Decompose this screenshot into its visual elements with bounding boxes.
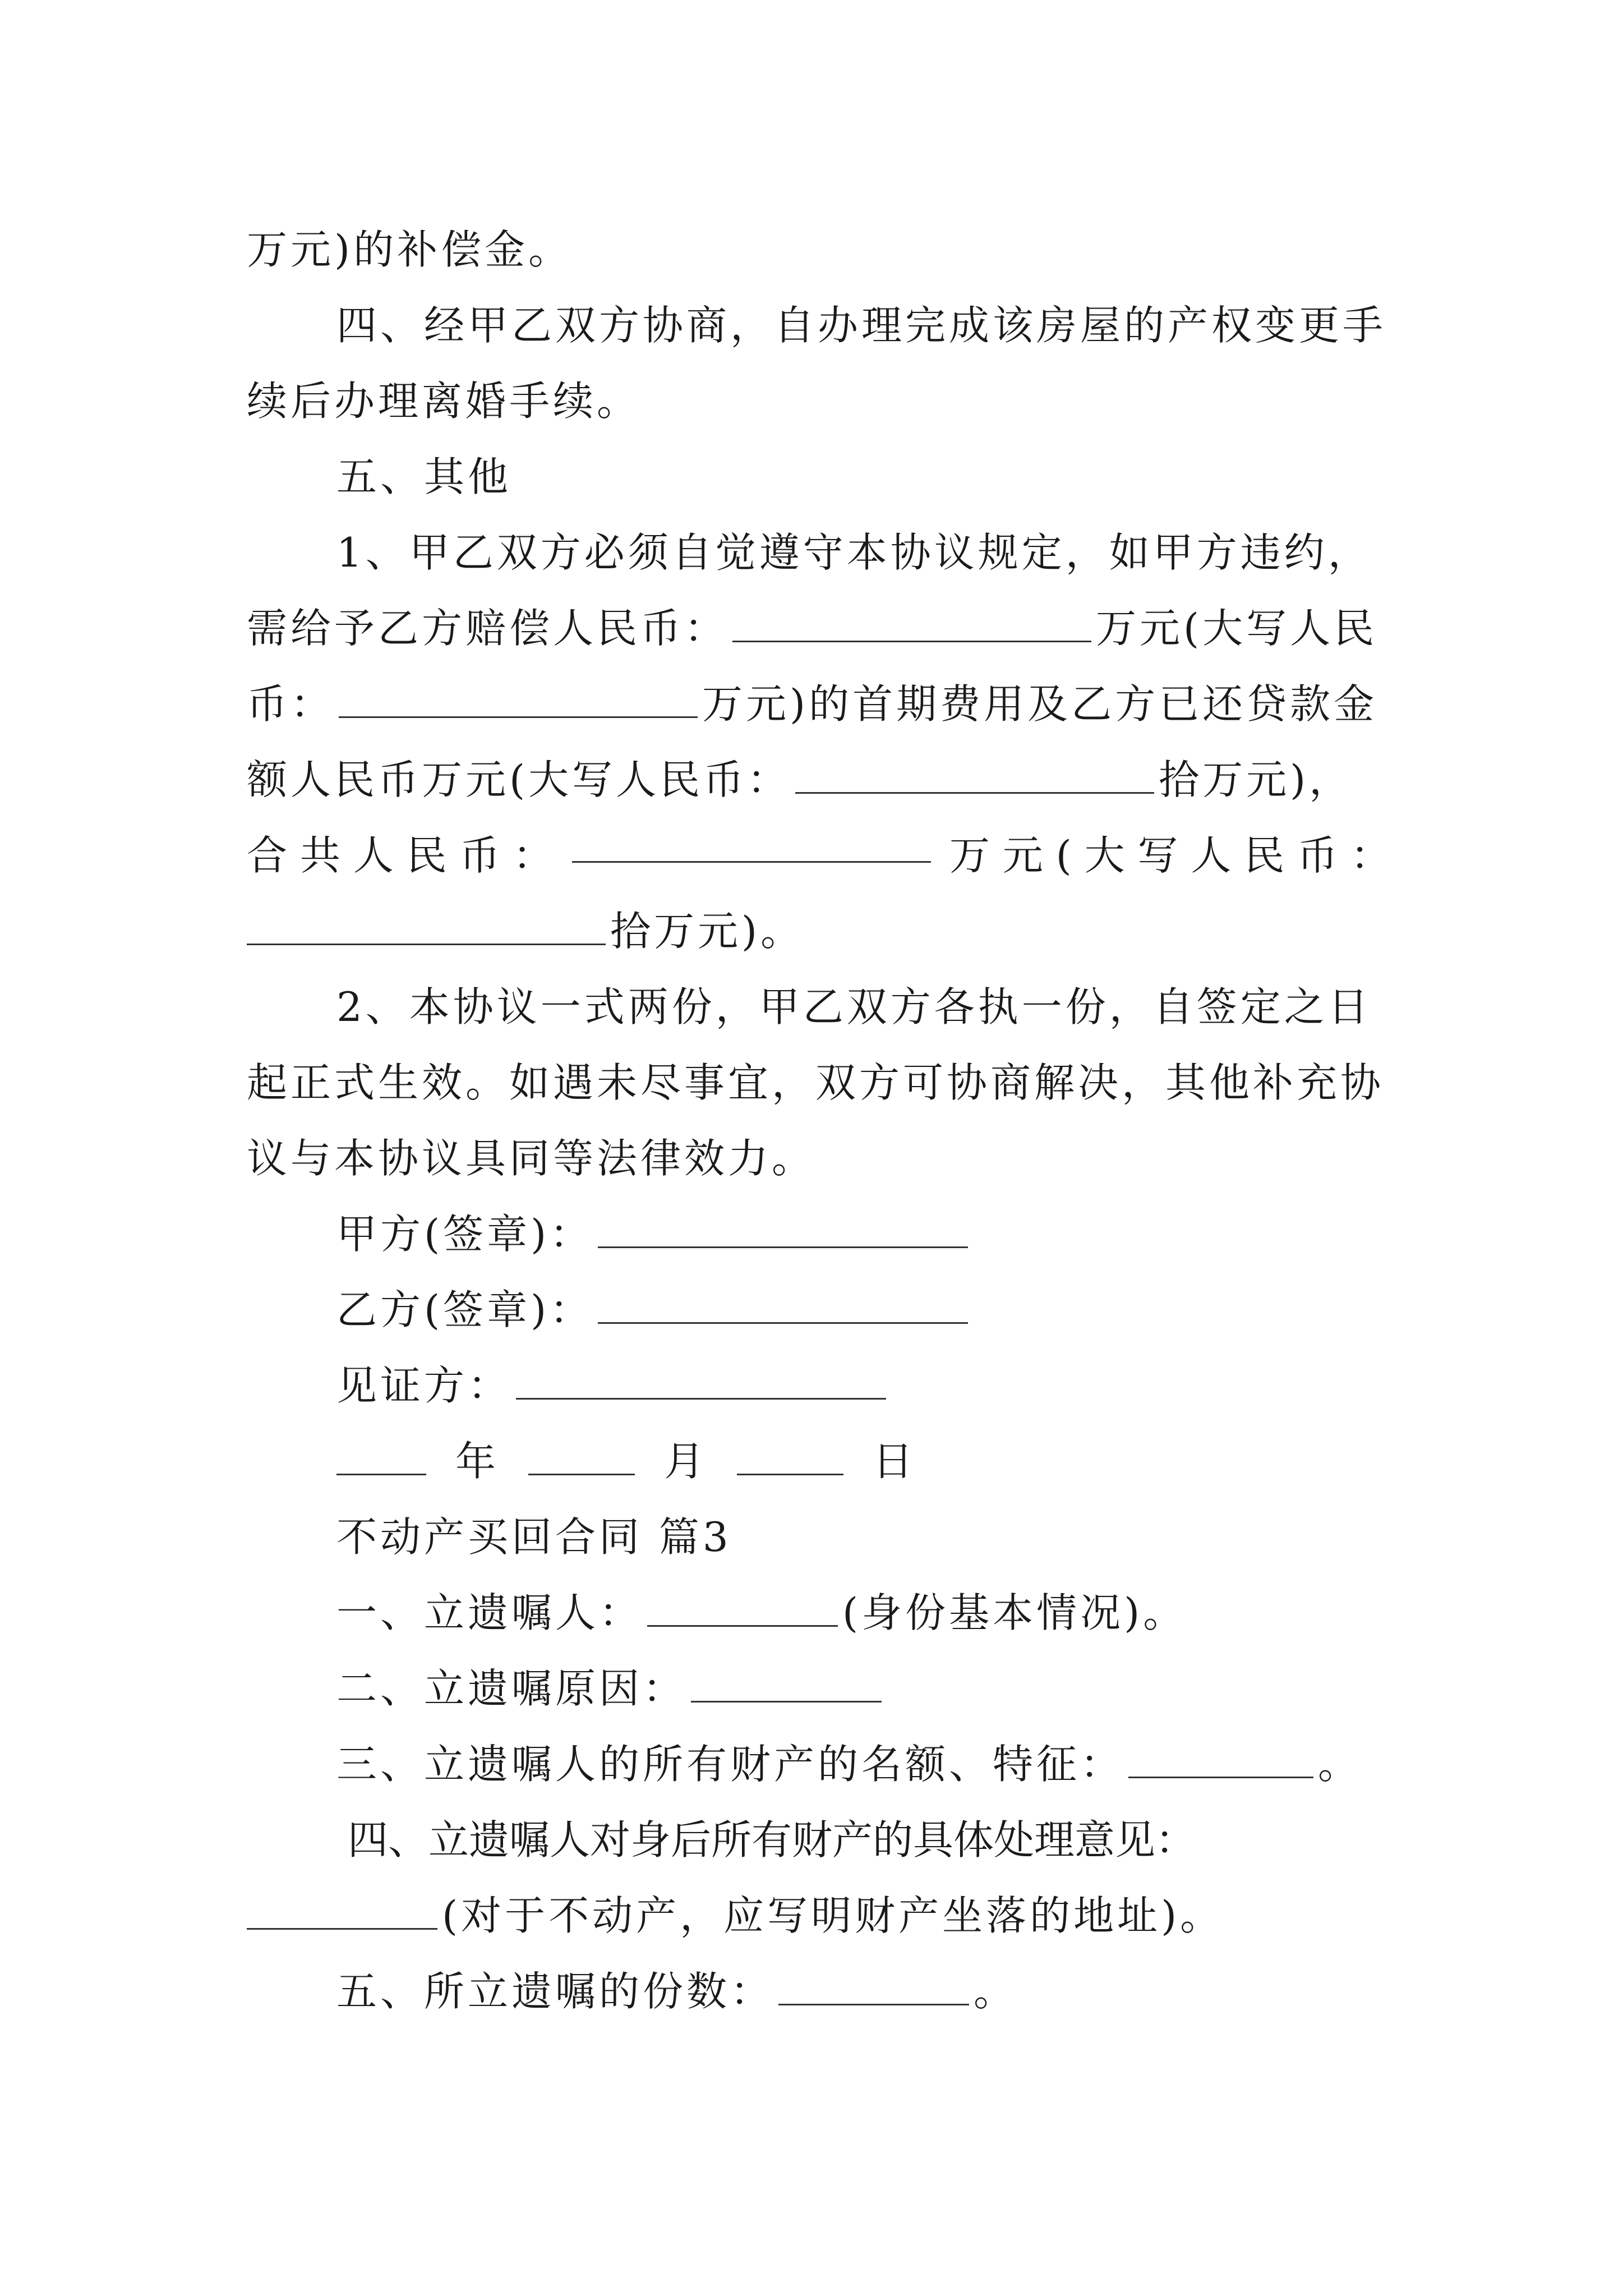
section-heading: [336, 438, 1391, 516]
fill-blank[interactable]: [247, 1883, 437, 1930]
text-line: [336, 1952, 1391, 2031]
text-segment: 五、其他: [336, 453, 512, 500]
section-title: [336, 1498, 1391, 1576]
text-segment: 。: [1318, 1741, 1362, 1788]
text-segment: 万元(大写人民: [1096, 605, 1378, 652]
fill-blank[interactable]: [1128, 1732, 1313, 1778]
text-segment: 万元)的补偿金。: [247, 226, 573, 273]
text-line: [336, 1573, 1391, 1652]
text-line: [247, 589, 1391, 668]
text-line: [247, 1043, 1391, 1122]
paragraph-line: [336, 513, 1391, 592]
text-line: [336, 1725, 1391, 1803]
text-segment: 四、经甲乙双方协商，自办理完成该房屋的产权变更手: [336, 302, 1387, 349]
day-blank[interactable]: [737, 1429, 843, 1475]
text-segment: 四、立遗嘱人对身后所有财产的具体处理意见：: [348, 1816, 1196, 1864]
year-blank[interactable]: [336, 1429, 426, 1475]
text-segment: 1、甲乙双方必须自觉遵守本协议规定，如甲方违约，: [336, 529, 1372, 576]
month-label: 月: [664, 1438, 708, 1485]
text-segment: 。: [974, 1968, 1018, 2015]
text-segment: 二、立遗嘱原因：: [336, 1665, 687, 1712]
signature-party-b: [336, 1271, 1391, 1349]
text-segment: 2、本协议一式两份，甲乙双方各执一份，自签定之日: [336, 983, 1372, 1030]
text-line: [247, 816, 1391, 895]
text-segment: 甲方(签章)：: [336, 1211, 594, 1258]
fill-blank[interactable]: [247, 899, 606, 945]
date-line: [336, 1422, 1391, 1501]
text-line: [247, 362, 1391, 440]
text-line: [247, 210, 1391, 289]
text-segment: 议与本协议具同等法律效力。: [247, 1135, 816, 1182]
text-segment: 币：: [247, 680, 335, 728]
text-line: [247, 892, 1391, 970]
text-segment: 不动产买回合同 篇3: [336, 1513, 732, 1561]
fill-blank[interactable]: [647, 1580, 838, 1627]
text-segment: 拾万元)，: [1159, 756, 1353, 803]
signature-blank[interactable]: [516, 1353, 886, 1400]
text-segment: 额人民币万元(大写人民币：: [247, 756, 791, 803]
text-segment: 拾万元)。: [610, 908, 805, 955]
text-segment: 合 共 人 民 币 ：: [247, 832, 554, 879]
fill-blank[interactable]: [732, 596, 1091, 642]
fill-blank[interactable]: [778, 1959, 969, 2005]
text-line: [247, 665, 1391, 743]
text-segment: 需给予乙方赔偿人民币：: [247, 605, 728, 652]
text-segment: 见证方：: [336, 1362, 512, 1409]
text-segment: 一、立遗嘱人：: [336, 1589, 643, 1636]
text-line: [247, 740, 1391, 819]
witness-line: [336, 1346, 1391, 1425]
fill-blank[interactable]: [795, 747, 1154, 794]
text-segment: 万 元 ( 大 写 人 民 币 ：: [949, 832, 1391, 879]
year-label: 年: [455, 1438, 500, 1485]
signature-party-a: [336, 1195, 1391, 1273]
text-line: [247, 1119, 1391, 1198]
text-segment: 续后办理离婚手续。: [247, 378, 641, 425]
text-line: [247, 1876, 1391, 1955]
fill-blank[interactable]: [691, 1656, 882, 1703]
text-line: [336, 1649, 1391, 1728]
text-segment: (对于不动产，应写明财产坐落的地址)。: [442, 1892, 1224, 1939]
text-segment: 三、立遗嘱人的所有财产的名额、特征：: [336, 1741, 1124, 1788]
signature-blank[interactable]: [598, 1277, 968, 1324]
text-segment: 起正式生效。如遇未尽事宜，双方可协商解决，其他补充协: [247, 1059, 1385, 1106]
paragraph-line: [336, 286, 1391, 365]
fill-blank[interactable]: [572, 816, 931, 863]
fill-blank[interactable]: [339, 671, 698, 718]
paragraph-line: [336, 968, 1391, 1046]
month-blank[interactable]: [528, 1429, 635, 1475]
text-segment: 万元)的首期费用及乙方已还贷款金: [702, 680, 1378, 728]
text-segment: 五、所立遗嘱的份数：: [336, 1968, 774, 2015]
paragraph-line: [348, 1801, 1391, 1879]
text-segment: (身份基本情况)。: [842, 1589, 1187, 1636]
day-label: 日: [873, 1438, 917, 1485]
signature-blank[interactable]: [598, 1202, 968, 1248]
text-segment: 乙方(签章)：: [336, 1286, 594, 1333]
